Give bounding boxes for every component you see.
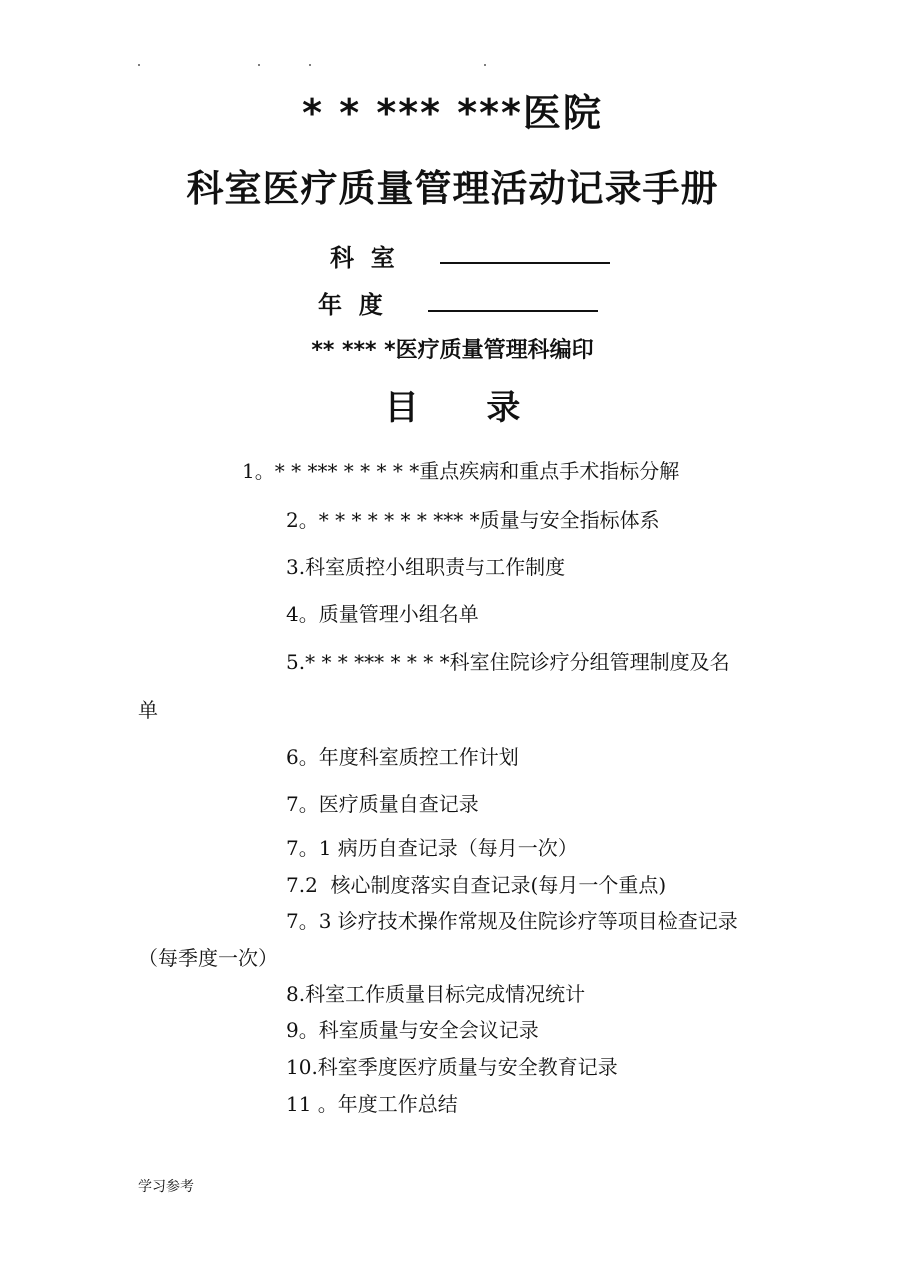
toc-item: 4。质量管理小组名单 — [286, 602, 479, 626]
header-dot — [138, 64, 140, 66]
toc-item: 9。科室质量与安全会议记录 — [286, 1018, 539, 1042]
department-input-line — [440, 262, 610, 264]
toc-item: 1。* * *** * * * * *重点疾病和重点手术指标分解 — [242, 459, 680, 483]
toc-item: 10.科室季度医疗质量与安全教育记录 — [286, 1055, 618, 1079]
toc-item-continuation: 单 — [138, 698, 158, 722]
footer-note: 学习参考 — [138, 1179, 194, 1195]
hospital-name: * * *** ***医院 — [302, 91, 603, 135]
header-dot — [258, 64, 260, 66]
toc-item: 7。1 病历自查记录（每月一次） — [286, 836, 578, 860]
editor-line: ** *** *医疗质量管理科编印 — [311, 338, 594, 363]
year-label: 年 度 — [318, 291, 383, 319]
toc-item: 8.科室工作质量目标完成情况统计 — [286, 982, 586, 1006]
toc-item-continuation: （每季度一次） — [138, 946, 278, 970]
toc-heading: 目 录 — [384, 388, 549, 428]
toc-item: 7。3 诊疗技术操作常规及住院诊疗等项目检查记录 — [286, 909, 738, 933]
toc-item: 2。* * * * * * * *** *质量与安全指标体系 — [286, 508, 660, 532]
toc-item: 6。年度科室质控工作计划 — [286, 745, 519, 769]
toc-item: 7。医疗质量自查记录 — [286, 792, 479, 816]
department-label: 科 室 — [330, 244, 395, 272]
header-dot — [309, 64, 311, 66]
year-input-line — [428, 310, 598, 312]
toc-item: 7.2 核心制度落实自查记录(每月一个重点) — [286, 873, 667, 897]
header-dot — [484, 64, 486, 66]
toc-item: 3.科室质控小组职责与工作制度 — [286, 555, 566, 579]
toc-item: 11 。年度工作总结 — [286, 1092, 458, 1116]
toc-item: 5.* * * *** * * * *科室住院诊疗分组管理制度及名 — [286, 650, 730, 674]
handbook-title: 科室医疗质量管理活动记录手册 — [186, 167, 719, 210]
